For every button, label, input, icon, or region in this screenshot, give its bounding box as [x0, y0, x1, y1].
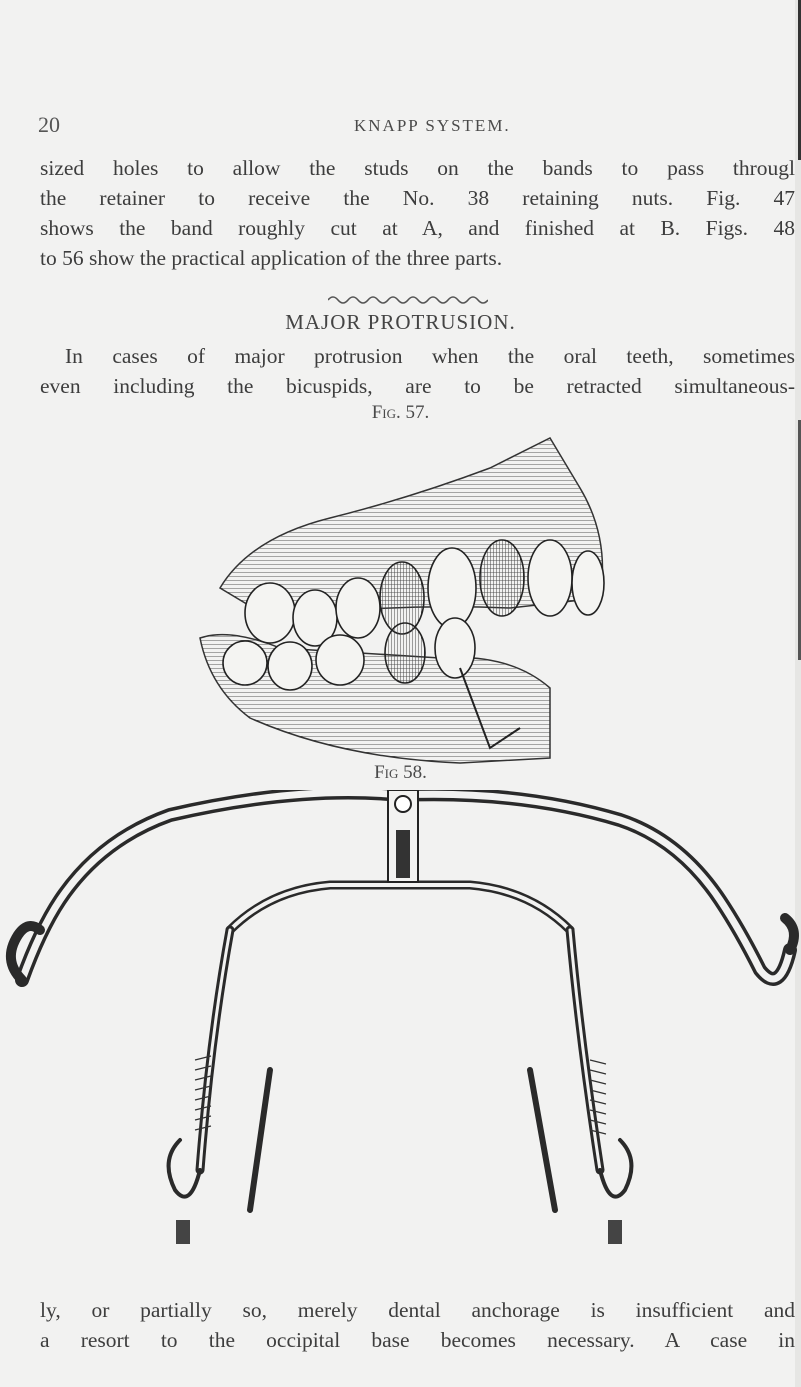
section-heading: MAJOR PROTRUSION.: [285, 310, 516, 334]
text-line: ly, or partially so, merely dental anchorage is insufficient and: [40, 1298, 795, 1322]
text-line: even including the bicuspids, are to be retracted simultaneous-: [40, 374, 795, 398]
text-line: shows the band roughly cut at A, and finished at B. Figs. 48: [40, 216, 795, 240]
figure-58-caption: Fig 58.: [374, 762, 427, 783]
page-header: [38, 112, 798, 142]
text-line: a resort to the occipital base becomes necessary. A case in: [40, 1328, 795, 1352]
text-line: In cases of major protrusion when the oral teeth, sometimes: [65, 344, 795, 368]
running-head: KNAPP SYSTEM.: [354, 116, 511, 135]
text-line: sized holes to allow the studs on the bands to pass througl: [40, 156, 795, 180]
ornamental-rule-icon: [328, 294, 488, 306]
page-number: 20: [38, 112, 60, 137]
dental-cast-illustration: [190, 428, 640, 768]
figure-57-caption: Fig. 57.: [371, 402, 430, 423]
text-line: the retainer to receive the No. 38 retaining nuts. Fig. 47: [40, 186, 795, 210]
text-line: to 56 show the practical application of the three parts.: [40, 246, 503, 270]
occipital-headgear-illustration: [0, 790, 801, 1270]
